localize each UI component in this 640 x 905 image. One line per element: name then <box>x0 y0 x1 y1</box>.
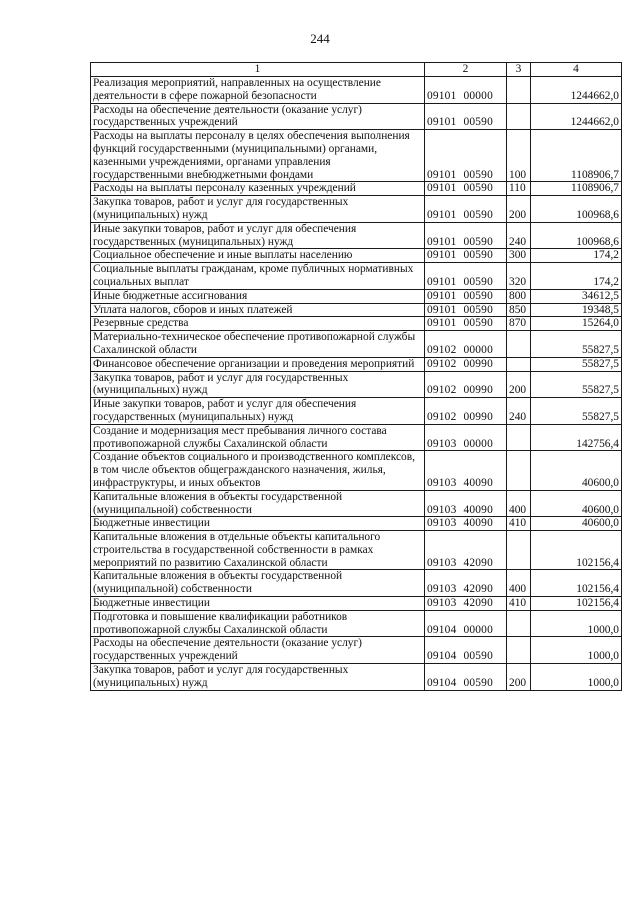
row-amount: 40600,0 <box>531 451 622 490</box>
program-code: 09104 <box>427 623 457 636</box>
row-amount: 102156,4 <box>531 531 622 570</box>
table-row <box>91 289 622 303</box>
direction-code: 42090 <box>463 556 493 569</box>
row-name: Резервные средства <box>91 317 425 331</box>
table-row <box>91 664 622 691</box>
expense-type-code <box>507 451 531 490</box>
program-code: 09102 <box>427 343 457 356</box>
row-name: Расходы на обеспечение деятельности (оказание услуг) государственных учреждений <box>91 103 425 130</box>
table-row <box>91 610 622 637</box>
program-code: 09101 <box>427 249 457 262</box>
row-code <box>425 490 507 517</box>
row-amount: 1000,0 <box>531 610 622 637</box>
direction-code: 00000 <box>463 437 493 450</box>
row-amount: 1108906,7 <box>531 130 622 182</box>
row-code <box>425 424 507 451</box>
row-code <box>425 357 507 371</box>
direction-code: 00590 <box>463 235 493 248</box>
expense-type-code <box>507 331 531 358</box>
table-row <box>91 77 622 104</box>
program-code: 09102 <box>427 410 457 423</box>
row-name: Создание и модернизация мест пребывания личного состава противопожарной службы Сахалинской области <box>91 424 425 451</box>
expense-type-code: 200 <box>507 371 531 398</box>
row-name: Расходы на выплаты персоналу казенных учреждений <box>91 182 425 196</box>
budget-table <box>90 62 622 691</box>
row-code <box>425 371 507 398</box>
header-col-3: 3 <box>507 63 531 77</box>
row-name: Закупка товаров, работ и услуг для государственных (муниципальных) нужд <box>91 196 425 223</box>
program-code: 09101 <box>427 235 457 248</box>
program-code: 09101 <box>427 289 457 302</box>
expense-type-code <box>507 424 531 451</box>
row-amount: 1244662,0 <box>531 77 622 104</box>
row-amount: 55827,5 <box>531 357 622 371</box>
row-amount: 34612,5 <box>531 289 622 303</box>
row-name: Социальное обеспечение и иные выплаты населению <box>91 249 425 263</box>
row-name: Подготовка и повышение квалификации работников противопожарной службы Сахалинской области <box>91 610 425 637</box>
row-name: Расходы на обеспечение деятельности (оказание услуг) государственных учреждений <box>91 637 425 664</box>
row-amount: 100968,6 <box>531 196 622 223</box>
program-code: 09104 <box>427 676 457 689</box>
table-row <box>91 597 622 611</box>
row-code <box>425 222 507 249</box>
direction-code: 42090 <box>463 583 493 596</box>
expense-type-code: 320 <box>507 263 531 290</box>
program-code: 09103 <box>427 597 457 610</box>
expense-type-code: 850 <box>507 303 531 317</box>
program-code: 09103 <box>427 517 457 530</box>
table-row <box>91 570 622 597</box>
table-row <box>91 371 622 398</box>
row-code <box>425 103 507 130</box>
direction-code: 00000 <box>463 623 493 636</box>
program-code: 09103 <box>427 556 457 569</box>
row-code <box>425 182 507 196</box>
program-code: 09101 <box>427 208 457 221</box>
row-amount: 40600,0 <box>531 517 622 531</box>
row-name: Создание объектов социального и производственного комплексов, в том числе объектов общегражданского назначения, жилья, инфраструктуры, и иных объектов <box>91 451 425 490</box>
table-row <box>91 357 622 371</box>
table-row <box>91 196 622 223</box>
expense-type-code: 410 <box>507 517 531 531</box>
expense-type-code: 400 <box>507 490 531 517</box>
expense-type-code: 870 <box>507 317 531 331</box>
program-code: 09101 <box>427 317 457 330</box>
row-name: Финансовое обеспечение организации и проведения мероприятий <box>91 357 425 371</box>
expense-type-code: 400 <box>507 570 531 597</box>
row-code <box>425 517 507 531</box>
table-body <box>91 77 622 691</box>
direction-code: 00590 <box>463 208 493 221</box>
row-amount: 15264,0 <box>531 317 622 331</box>
direction-code: 00590 <box>463 116 493 129</box>
program-code: 09102 <box>427 357 457 370</box>
row-name: Закупка товаров, работ и услуг для государственных (муниципальных) нужд <box>91 371 425 398</box>
row-name: Уплата налогов, сборов и иных платежей <box>91 303 425 317</box>
row-code <box>425 637 507 664</box>
expense-type-code <box>507 77 531 104</box>
expense-type-code <box>507 610 531 637</box>
row-amount: 1000,0 <box>531 664 622 691</box>
expense-type-code: 300 <box>507 249 531 263</box>
program-code: 09103 <box>427 437 457 450</box>
expense-type-code: 800 <box>507 289 531 303</box>
row-code <box>425 610 507 637</box>
row-name: Материально-техническое обеспечение противопожарной службы Сахалинской области <box>91 331 425 358</box>
table-row <box>91 398 622 425</box>
direction-code: 00990 <box>463 384 493 397</box>
program-code: 09101 <box>427 116 457 129</box>
page-number: 244 <box>310 31 330 46</box>
row-amount: 142756,4 <box>531 424 622 451</box>
row-name: Иные закупки товаров, работ и услуг для обеспечения государственных (муниципальных) нужд <box>91 222 425 249</box>
table-row <box>91 130 622 182</box>
row-code <box>425 196 507 223</box>
row-amount: 102156,4 <box>531 597 622 611</box>
table-row <box>91 222 622 249</box>
program-code: 09103 <box>427 503 457 516</box>
expense-type-code: 200 <box>507 196 531 223</box>
direction-code: 00590 <box>463 650 493 663</box>
row-code <box>425 249 507 263</box>
expense-type-code <box>507 357 531 371</box>
row-name: Иные бюджетные ассигнования <box>91 289 425 303</box>
table-row <box>91 637 622 664</box>
direction-code: 00590 <box>463 303 493 316</box>
direction-code: 00590 <box>463 317 493 330</box>
table-row <box>91 249 622 263</box>
expense-type-code <box>507 531 531 570</box>
row-name: Расходы на выплаты персоналу в целях обеспечения выполнения функций государственными (муниципальными) органами, казенными учреждениями, органами управления государственными внебюджетными фондами <box>91 130 425 182</box>
row-code <box>425 331 507 358</box>
row-name: Социальные выплаты гражданам, кроме публичных нормативных социальных выплат <box>91 263 425 290</box>
direction-code: 00000 <box>463 89 493 102</box>
expense-type-code: 100 <box>507 130 531 182</box>
row-amount: 102156,4 <box>531 570 622 597</box>
direction-code: 00990 <box>463 357 493 370</box>
program-code: 09103 <box>427 476 457 489</box>
program-code: 09102 <box>427 384 457 397</box>
expense-type-code <box>507 103 531 130</box>
program-code: 09104 <box>427 650 457 663</box>
direction-code: 00590 <box>463 676 493 689</box>
table-row <box>91 490 622 517</box>
row-code <box>425 130 507 182</box>
table-header-row <box>91 63 622 77</box>
row-code <box>425 77 507 104</box>
header-col-2: 2 <box>425 63 507 77</box>
row-code <box>425 664 507 691</box>
row-code <box>425 570 507 597</box>
header-col-4: 4 <box>531 63 622 77</box>
row-amount: 19348,5 <box>531 303 622 317</box>
row-code <box>425 398 507 425</box>
row-name: Бюджетные инвестиции <box>91 517 425 531</box>
expense-type-code: 110 <box>507 182 531 196</box>
table-row <box>91 331 622 358</box>
row-name: Реализация мероприятий, направленных на осуществление деятельности в сфере пожарной безопасности <box>91 77 425 104</box>
expense-type-code <box>507 637 531 664</box>
row-name: Закупка товаров, работ и услуг для государственных (муниципальных) нужд <box>91 664 425 691</box>
expense-type-code: 200 <box>507 664 531 691</box>
row-name: Капитальные вложения в объекты государственной (муниципальной) собственности <box>91 570 425 597</box>
row-amount: 55827,5 <box>531 371 622 398</box>
table-row <box>91 317 622 331</box>
program-code: 09101 <box>427 303 457 316</box>
program-code: 09101 <box>427 168 457 181</box>
row-code <box>425 289 507 303</box>
row-code <box>425 597 507 611</box>
row-amount: 55827,5 <box>531 398 622 425</box>
row-name: Капитальные вложения в объекты государственной (муниципальной) собственности <box>91 490 425 517</box>
program-code: 09103 <box>427 583 457 596</box>
row-code <box>425 303 507 317</box>
row-amount: 1000,0 <box>531 637 622 664</box>
direction-code: 40090 <box>463 476 493 489</box>
direction-code: 00590 <box>463 249 493 262</box>
direction-code: 00590 <box>463 289 493 302</box>
table-row <box>91 103 622 130</box>
direction-code: 00590 <box>463 168 493 181</box>
row-amount: 55827,5 <box>531 331 622 358</box>
row-name: Иные закупки товаров, работ и услуг для обеспечения государственных (муниципальных) нужд <box>91 398 425 425</box>
expense-type-code: 410 <box>507 597 531 611</box>
row-code <box>425 451 507 490</box>
row-amount: 174,2 <box>531 249 622 263</box>
row-name: Капитальные вложения в отдельные объекты капитального строительства в государственной собственности в рамках мероприятий по развитию Сахалинской области <box>91 531 425 570</box>
table-row <box>91 517 622 531</box>
row-code <box>425 263 507 290</box>
direction-code: 00590 <box>463 275 493 288</box>
table-row <box>91 451 622 490</box>
direction-code: 40090 <box>463 503 493 516</box>
direction-code: 00000 <box>463 343 493 356</box>
direction-code: 00990 <box>463 410 493 423</box>
program-code: 09101 <box>427 275 457 288</box>
table-row <box>91 424 622 451</box>
expense-type-code: 240 <box>507 398 531 425</box>
row-amount: 40600,0 <box>531 490 622 517</box>
expense-type-code: 240 <box>507 222 531 249</box>
direction-code: 00590 <box>463 182 493 195</box>
program-code: 09101 <box>427 182 457 195</box>
row-amount: 1244662,0 <box>531 103 622 130</box>
direction-code: 40090 <box>463 517 493 530</box>
row-amount: 174,2 <box>531 263 622 290</box>
table-row <box>91 182 622 196</box>
row-name: Бюджетные инвестиции <box>91 597 425 611</box>
row-amount: 1108906,7 <box>531 182 622 196</box>
header-col-1: 1 <box>91 63 425 77</box>
table-row <box>91 531 622 570</box>
row-amount: 100968,6 <box>531 222 622 249</box>
table-row <box>91 303 622 317</box>
direction-code: 42090 <box>463 597 493 610</box>
row-code <box>425 317 507 331</box>
row-code <box>425 531 507 570</box>
table-row <box>91 263 622 290</box>
program-code: 09101 <box>427 89 457 102</box>
